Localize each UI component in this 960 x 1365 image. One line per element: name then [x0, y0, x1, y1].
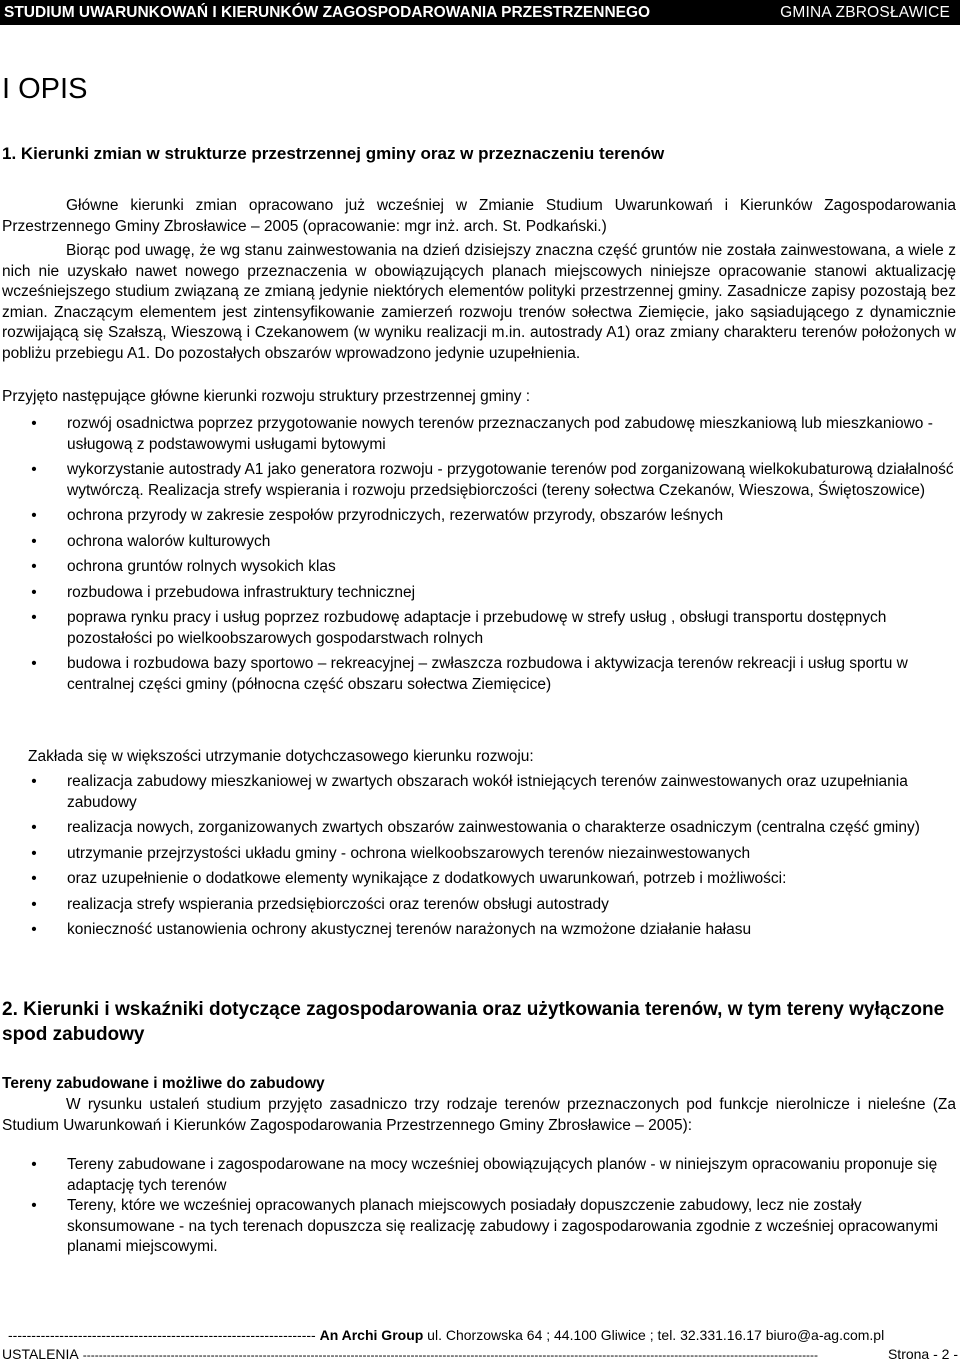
list-item-text: Tereny, które we wcześniej opracowanych planach miejscowych posiadały dopuszczenie zabudowy, lecz nie zostały skonsumowane - na tych terenach dopuszcza się realizację zabudowy i zagospodarowania zgodnie z wcześniej opracowanymi planami miejscowymi. — [67, 1197, 939, 1255]
list-item — [0, 772, 958, 813]
continued-directions-list — [0, 772, 958, 946]
list-item-text: budowa i rozbudowa bazy sportowo – rekreacyjnej – zwłaszcza rozbudowa i aktywizacja terenów rekreacji i usług sportu w centralnej części gminy (północna część obszaru sołectwa Ziemięcice) — [67, 655, 908, 693]
list-item — [0, 460, 958, 501]
development-directions-list — [0, 414, 958, 700]
bullet-icon: • — [31, 773, 37, 790]
footer-dashes-1: ------------------------------------------------------------------ — [8, 1327, 316, 1343]
bullet-icon: • — [31, 507, 37, 524]
list-item-text: poprawa rynku pracy i usług poprzez rozbudowę adaptacje i przebudowę w strefy usług , obsługi transportu dostępnych pozostałości po wielkoobszarowych gospodarstwach rolnych — [67, 609, 887, 647]
bullet-icon: • — [31, 1156, 37, 1173]
footer-contact: ul. Chorzowska 64 ; 44.100 Gliwice ; tel. 32.331.16.17 biuro@a-ag.com.pl — [423, 1327, 885, 1343]
footer-section-label: USTALENIA — [2, 1346, 79, 1362]
bullet-icon: • — [31, 819, 37, 836]
list-item-text: realizacja zabudowy mieszkaniowej w zwartych obszarach wokół istniejących terenów zainwestowanych oraz uzupełniania zabudowy — [67, 773, 908, 811]
list-item — [0, 895, 958, 916]
bullet-icon: • — [31, 895, 37, 913]
bullet-icon: • — [31, 844, 37, 862]
list-item — [0, 920, 958, 941]
section-title: I OPIS — [2, 73, 88, 105]
list1-lead: Przyjęto następujące główne kierunki rozwoju struktury przestrzennej gminy : — [2, 388, 531, 405]
list-item — [0, 583, 958, 604]
bullet-icon: • — [31, 415, 37, 432]
list2-lead: Zakłada się w większości utrzymanie dotychczasowego kierunku rozwoju: — [28, 748, 534, 765]
section1-context-paragraph: Biorąc pod uwagę, że wg stanu zainwestowania na dzień dzisiejszy znaczna część gruntów nie została zainwestowana, a wiele z nich nie uzyskało nawet nowego przeznaczenia w obowiązujących planach miejscowych niniejsze opracowanie stanowi aktualizację wcześniejszego studium związaną ze zmianą jedynie niektórych elementów polityki przestrzennej gminy. Zasadnicze zapisy pozostają bez zmian. Znaczącym elementem jest zintensyfikowanie zamierzeń rozwoju trenów sołectwa Ziemięcie, jako sąsiadującego z dynamicznie rozwijającą się Szałszą, Wieszową i Czekanowem (w wyniku realizacji m.in. autostrady A1) oraz zmiany charakteru terenów położonych w pobliżu przebiegu A1. Do pozostałych obszarów wprowadzono jedynie uzupełnienia. — [2, 242, 956, 362]
bullet-icon: • — [31, 655, 37, 672]
list-item — [0, 532, 958, 553]
list-item — [0, 654, 958, 695]
bullet-icon: • — [31, 583, 37, 601]
header-municipality: GMINA ZBROSŁAWICE — [780, 3, 950, 21]
list-item — [0, 818, 958, 839]
footer-company: An Archi Group — [319, 1327, 424, 1343]
list-item — [0, 608, 958, 649]
list-item — [0, 506, 958, 527]
bullet-icon: • — [31, 532, 37, 550]
footer-page-number: Strona - 2 - — [887, 1346, 958, 1362]
list-item-text: rozwój osadnictwa poprzez przygotowanie nowych terenów przeznaczanych pod zabudowę mieszkaniową lub mieszkaniowo - usługową z podstawowymi usługami bytowymi — [67, 415, 933, 453]
list-item — [0, 869, 958, 890]
list-item — [0, 414, 958, 455]
list-item-text: realizacja strefy wspierania przedsiębiorczości oraz terenów obsługi autostrady — [67, 895, 609, 913]
bullet-icon: • — [31, 870, 37, 887]
list-item-text: Tereny zabudowane i zagospodarowane na mocy wcześniej obowiązujących planów - w niniejszym opracowaniu proponuje się adaptację tych terenów — [67, 1156, 938, 1194]
section1-intro-paragraph: Główne kierunki zmian opracowano już wcześniej w Zmianie Studium Uwarunkowań i Kierunków Zagospodarowania Przestrzennego Gminy Zbrosławice – 2005 (opracowanie: mgr inż. arch. St. Podkański.) — [2, 197, 956, 235]
list-item-text: oraz uzupełnienie o dodatkowe elementy wynikające z dodatkowych uwarunkowań, potrzeb i możliwości: — [67, 870, 787, 887]
header-study-title: STUDIUM UWARUNKOWAŃ I KIERUNKÓW ZAGOSPODAROWANIA PRZESTRZENNEGO — [4, 3, 651, 21]
list-item-text: ochrona przyrody w zakresie zespołów przyrodniczych, rezerwatów przyrody, obszarów leśnych — [67, 507, 724, 524]
bullet-icon: • — [31, 921, 37, 938]
list-item-text: wykorzystanie autostrady A1 jako generatora rozwoju - przygotowanie terenów pod zorganizowaną wielkokubaturową działalność wytwórczą. Realizacja strefy wspierania i rozwoju przedsiębiorczości (tereny sołectwa Czekanów, Wieszowa, Świętoszowice) — [67, 461, 954, 499]
bullet-icon: • — [31, 558, 37, 575]
list-item — [0, 1155, 958, 1196]
list-item — [0, 1196, 958, 1258]
list-item — [0, 844, 958, 865]
bullet-icon: • — [31, 1197, 37, 1214]
list-item-text: realizacja nowych, zorganizowanych zwartych obszarów zainwestowania o charakterze osadniczym (centralna część gminy) — [67, 819, 920, 836]
list-item — [0, 557, 958, 578]
land-types-list — [0, 1155, 958, 1258]
footer-dashes-2: ---------------------------------------------------------------------------------------------------------------------------------------------------------------------------------------- — [82, 1348, 819, 1362]
section2-heading: 2. Kierunki i wskaźniki dotyczące zagospodarowania oraz użytkowania terenów, w tym tereny wyłączone spod zabudowy — [2, 999, 945, 1045]
list-item-text: konieczność ustanowienia ochrony akustycznej terenów narażonych na wzmożone działanie hałasu — [67, 921, 752, 938]
list-item-text: ochrona gruntów rolnych wysokich klas — [67, 558, 336, 575]
list-item-text: ochrona walorów kulturowych — [67, 532, 271, 550]
footer-page-line — [2, 1345, 958, 1364]
document-header — [0, 0, 960, 25]
list-item-text: utrzymanie przejrzystości układu gminy - ochrona wielkoobszarowych terenów niezainwestowanych — [67, 844, 751, 862]
list-item-text: rozbudowa i przebudowa infrastruktury technicznej — [67, 583, 416, 601]
bullet-icon: • — [31, 461, 37, 478]
bullet-icon: • — [31, 609, 37, 626]
section1-heading: 1. Kierunki zmian w strukturze przestrzennej gminy oraz w przeznaczeniu terenów — [2, 144, 665, 163]
section2-subheading: Tereny zabudowane i możliwe do zabudowy — [2, 1075, 325, 1092]
section2-paragraph: W rysunku ustaleń studium przyjęto zasadniczo trzy rodzaje terenów przeznaczonych pod funkcje nierolnicze i nieleśne (Za Studium Uwarunkowań i Kierunków Zagospodarowania Przestrzennego Gminy Zbrosławice – 2005): — [2, 1096, 956, 1134]
footer-contact-line — [8, 1326, 958, 1344]
